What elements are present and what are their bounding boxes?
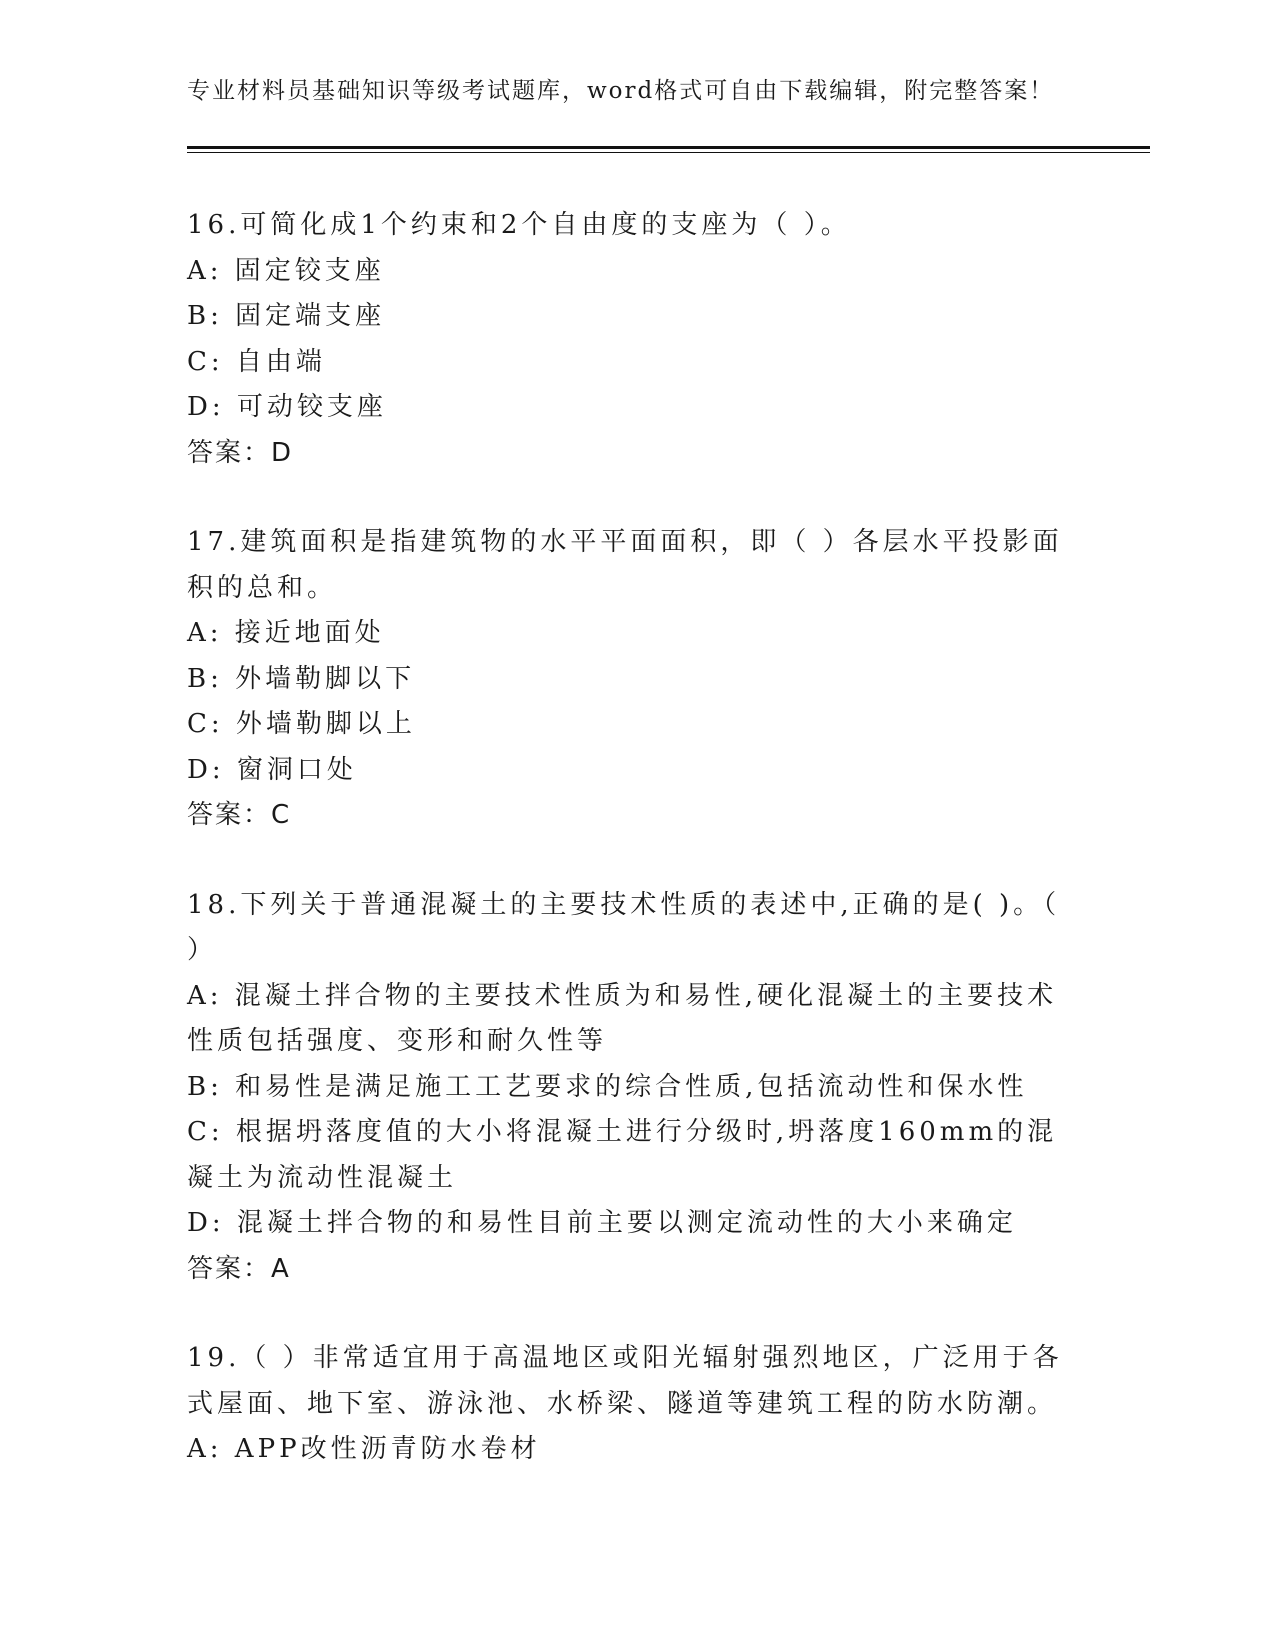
- option-a: A: 混凝土拌合物的主要技术性质为和易性,硬化混凝土的主要技术性质包括强度、变形和耐久性等: [187, 980, 1058, 1056]
- header-rule-thin: [187, 152, 1150, 153]
- option-d: D: 混凝土拌合物的和易性目前主要以测定流动性的大小来确定: [187, 1208, 1017, 1238]
- header-rule-thick: [187, 146, 1150, 149]
- answer-line: 答案：A: [187, 1253, 291, 1284]
- option-a: A: APP改性沥青防水卷材: [187, 1434, 541, 1464]
- question-16: [187, 203, 1067, 476]
- question-stem: 16.可简化成1个约束和2个自由度的支座为（ ）。: [187, 210, 851, 240]
- option-b: B: 和易性是满足施工工艺要求的综合性质,包括流动性和保水性: [187, 1071, 1028, 1102]
- option-d: D: 可动铰支座: [187, 392, 387, 422]
- question-stem: 17.建筑面积是指建筑物的水平平面面积，即（ ）各层水平投影面积的总和。: [187, 527, 1063, 603]
- option-c: C: 根据坍落度值的大小将混凝土进行分级时,坍落度160mm的混凝土为流动性混凝土: [187, 1117, 1058, 1193]
- answer-line: 答案：C: [187, 800, 292, 830]
- question-stem: 19.（ ）非常适宜用于高温地区或阳光辐射强烈地区，广泛用于各式屋面、地下室、游泳池、水桥梁、隧道等建筑工程的防水防潮。: [187, 1343, 1063, 1419]
- question-19: [187, 1336, 1067, 1473]
- question-stem: 18.下列关于普通混凝土的主要技术性质的表述中,正确的是( )。（ ）: [187, 889, 1061, 965]
- question-list: [187, 203, 1067, 1517]
- option-b: B: 外墙勒脚以下: [187, 663, 416, 694]
- option-d: D: 窗洞口处: [187, 754, 357, 785]
- question-17: [187, 520, 1067, 839]
- option-b: B: 固定端支座: [187, 301, 386, 331]
- question-18: [187, 883, 1067, 1293]
- option-a: A: 接近地面处: [187, 618, 385, 648]
- option-a: A: 固定铰支座: [187, 255, 385, 286]
- option-c: C: 自由端: [187, 346, 326, 377]
- answer-line: 答案：D: [187, 437, 294, 468]
- page-header: 专业材料员基础知识等级考试题库，word格式可自由下载编辑，附完整答案！: [187, 78, 1055, 104]
- option-c: C: 外墙勒脚以上: [187, 709, 416, 739]
